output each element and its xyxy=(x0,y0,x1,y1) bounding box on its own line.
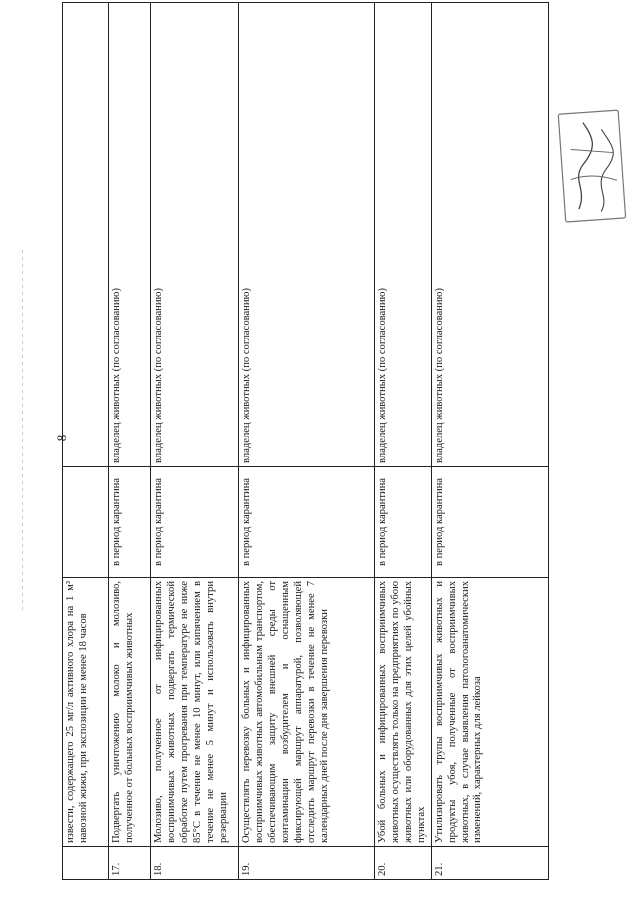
row-number: 19. xyxy=(239,847,375,880)
measures-table xyxy=(62,2,549,880)
table-row xyxy=(431,3,548,880)
table-row xyxy=(239,3,375,880)
row-number: 17. xyxy=(109,847,151,880)
table-row xyxy=(151,3,239,880)
page-number: 8 xyxy=(54,434,69,442)
measure-responsible: владелец животных (по согласованию) xyxy=(239,3,375,467)
measure-responsible: владелец животных (по согласованию) xyxy=(109,3,151,467)
handwritten-signature-stamp xyxy=(552,106,634,229)
row-number: 18. xyxy=(151,847,239,880)
measure-text: Убой больных и инфицированных восприимчивых животных осуществлять только на предприятиях по убою животных или оборудованных для этих целей убойных пунктах xyxy=(375,578,432,847)
measure-text: Подвергать уничтожению молоко и молозиво, полученное от больных восприимчивых животных xyxy=(109,578,151,847)
measure-text: Осуществлять перевозку больных и инфицированных восприимчивых животных автомобильным транспортом, обеспечивающим защиту внешней среды от контаминации возбудителем и оснащенным фиксирующей маршрут аппаратурой, позволяющей отследить маршрут перевозки в течение не менее 7 календарных дней после дня завершения перевозки xyxy=(239,578,375,847)
measure-term: в период карантина xyxy=(431,467,548,578)
scan-artifact-line xyxy=(22,250,23,610)
measure-term: в период карантина xyxy=(109,467,151,578)
row-number xyxy=(63,847,109,880)
measure-term: в период карантина xyxy=(239,467,375,578)
signature-icon xyxy=(552,106,634,229)
measure-responsible: владелец животных (по согласованию) xyxy=(431,3,548,467)
measure-text: Молозиво, полученное от инфицированных восприимчивых животных подвергать термической обработке путем прогревания при температуре не ниже 85°С в течение не менее 10 минут, или кипячением в течение не менее 5 минут и использовать внутри резервации xyxy=(151,578,239,847)
measure-term: в период карантина xyxy=(375,467,432,578)
measure-text: Утилизировать трупы восприимчивых животных и продукты убоя, полученные от восприимчивых животных, в случае выявления патологоанатомических изменений, характерных для лейкоза xyxy=(431,578,548,847)
measure-term: в период карантина xyxy=(151,467,239,578)
measure-responsible: владелец животных (по согласованию) xyxy=(151,3,239,467)
measure-term xyxy=(63,467,109,578)
table-row xyxy=(375,3,432,880)
measure-responsible xyxy=(63,3,109,467)
row-number: 21. xyxy=(431,847,548,880)
measure-responsible: владелец животных (по согласованию) xyxy=(375,3,432,467)
row-number: 20. xyxy=(375,847,432,880)
rotated-table-container xyxy=(62,2,547,880)
table-row xyxy=(63,3,109,880)
table-row xyxy=(109,3,151,880)
measure-text: извести, содержащего 25 мг/л активного хлора на 1 м³ навозной жижи, при экспозиции не менее 18 часов xyxy=(63,578,109,847)
